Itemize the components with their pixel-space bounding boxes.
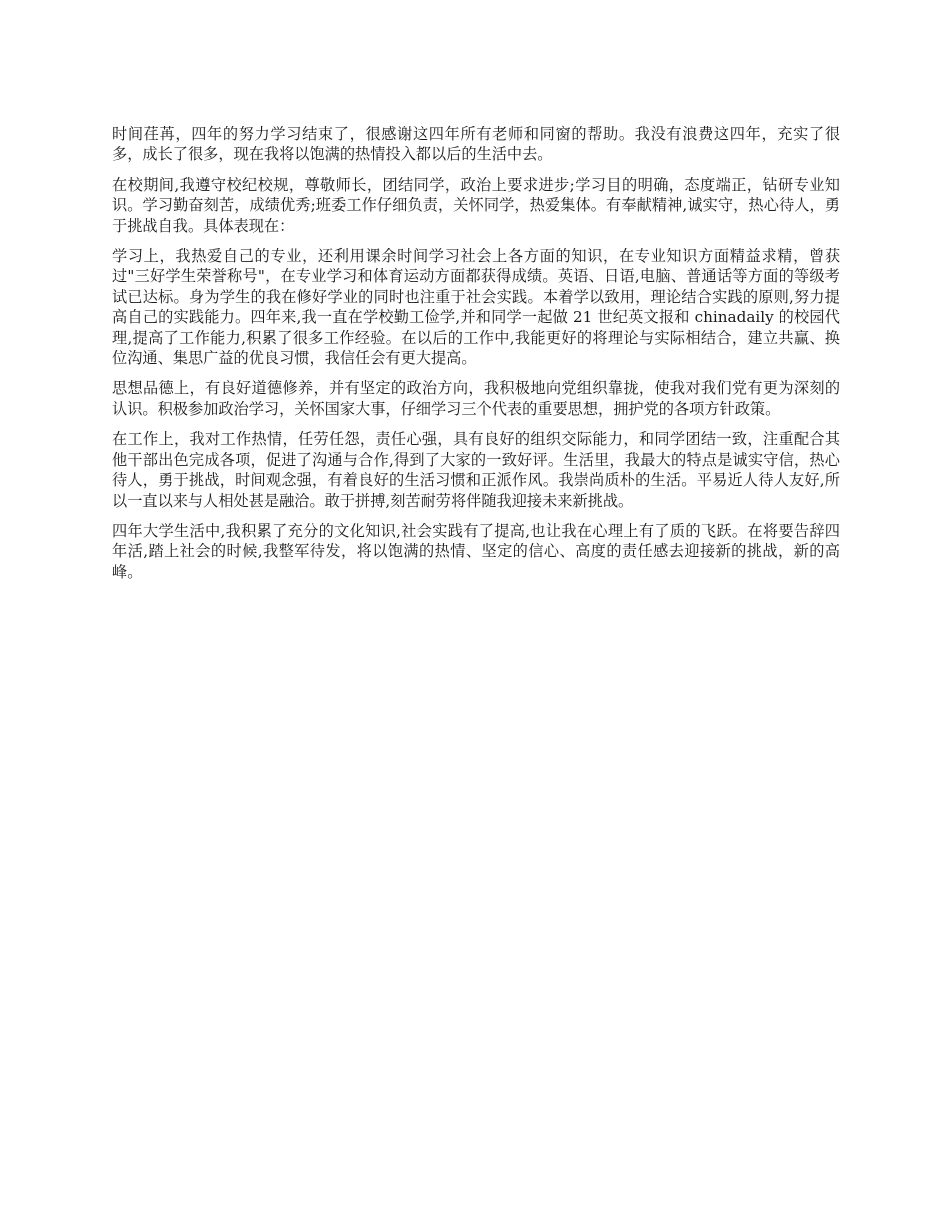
paragraph-morality: 思想品德上，有良好道德修养，并有坚定的政治方向，我积极地向党组织靠拢，使我对我们党有更为深刻的认识。积极参加政治学习，关怀国家大事，仔细学习三个代表的重要思想，拥护党的各项方针政策。 [112, 379, 840, 418]
document-page [112, 124, 840, 592]
paragraph-conclusion: 四年大学生活中,我积累了充分的文化知识,社会实践有了提高,也让我在心理上有了质的飞跃。在将要告辞四年活,踏上社会的时候,我整军待发，将以饱满的热情、坚定的信心、高度的责任感去迎接新的挑战，新的高峰。 [112, 521, 840, 581]
paragraph-work-life: 在工作上，我对工作热情，任劳任怨，责任心强，具有良好的组织交际能力，和同学团结一致，注重配合其他干部出色完成各项，促进了沟通与合作,得到了大家的一致好评。生活里，我最大的特点是诚实守信，热心待人，勇于挑战，时间观念强，有着良好的生活习惯和正派作风。我崇尚质朴的生活。平易近人待人友好,所以一直以来与人相处甚是融洽。敢于拼搏,刻苦耐劳将伴随我迎接未来新挑战。 [112, 430, 840, 510]
paragraph-study: 学习上，我热爱自己的专业，还利用课余时间学习社会上各方面的知识，在专业知识方面精益求精，曾获过"三好学生荣誉称号"，在专业学习和体育运动方面都获得成绩。英语、日语,电脑、普通话等方面的等级考试已达标。身为学生的我在修好学业的同时也注重于社会实践。本着学以致用，理论结合实践的原则,努力提高自己的实践能力。四年来,我一直在学校勤工俭学,并和同学一起做 21 世纪英文报和 chinadaily 的校园代理,提高了工作能力,积累了很多工作经验。在以后的工作中,我能更好的将理论与实际相结合，建立共赢、换位沟通、集思广益的优良习惯，我信任会有更大提高。 [112, 247, 840, 368]
paragraph-intro: 时间荏苒，四年的努力学习结束了，很感谢这四年所有老师和同窗的帮助。我没有浪费这四年，充实了很多，成长了很多，现在我将以饱满的热情投入都以后的生活中去。 [112, 125, 840, 164]
paragraph-campus-conduct: 在校期间,我遵守校纪校规，尊敬师长，团结同学，政治上要求进步;学习目的明确，态度端正，钻研专业知识。学习勤奋刻苦，成绩优秀;班委工作仔细负责，关怀同学，热爱集体。有奉献精神,诚实守，热心待人，勇于挑战自我。具体表现在： [112, 175, 840, 235]
